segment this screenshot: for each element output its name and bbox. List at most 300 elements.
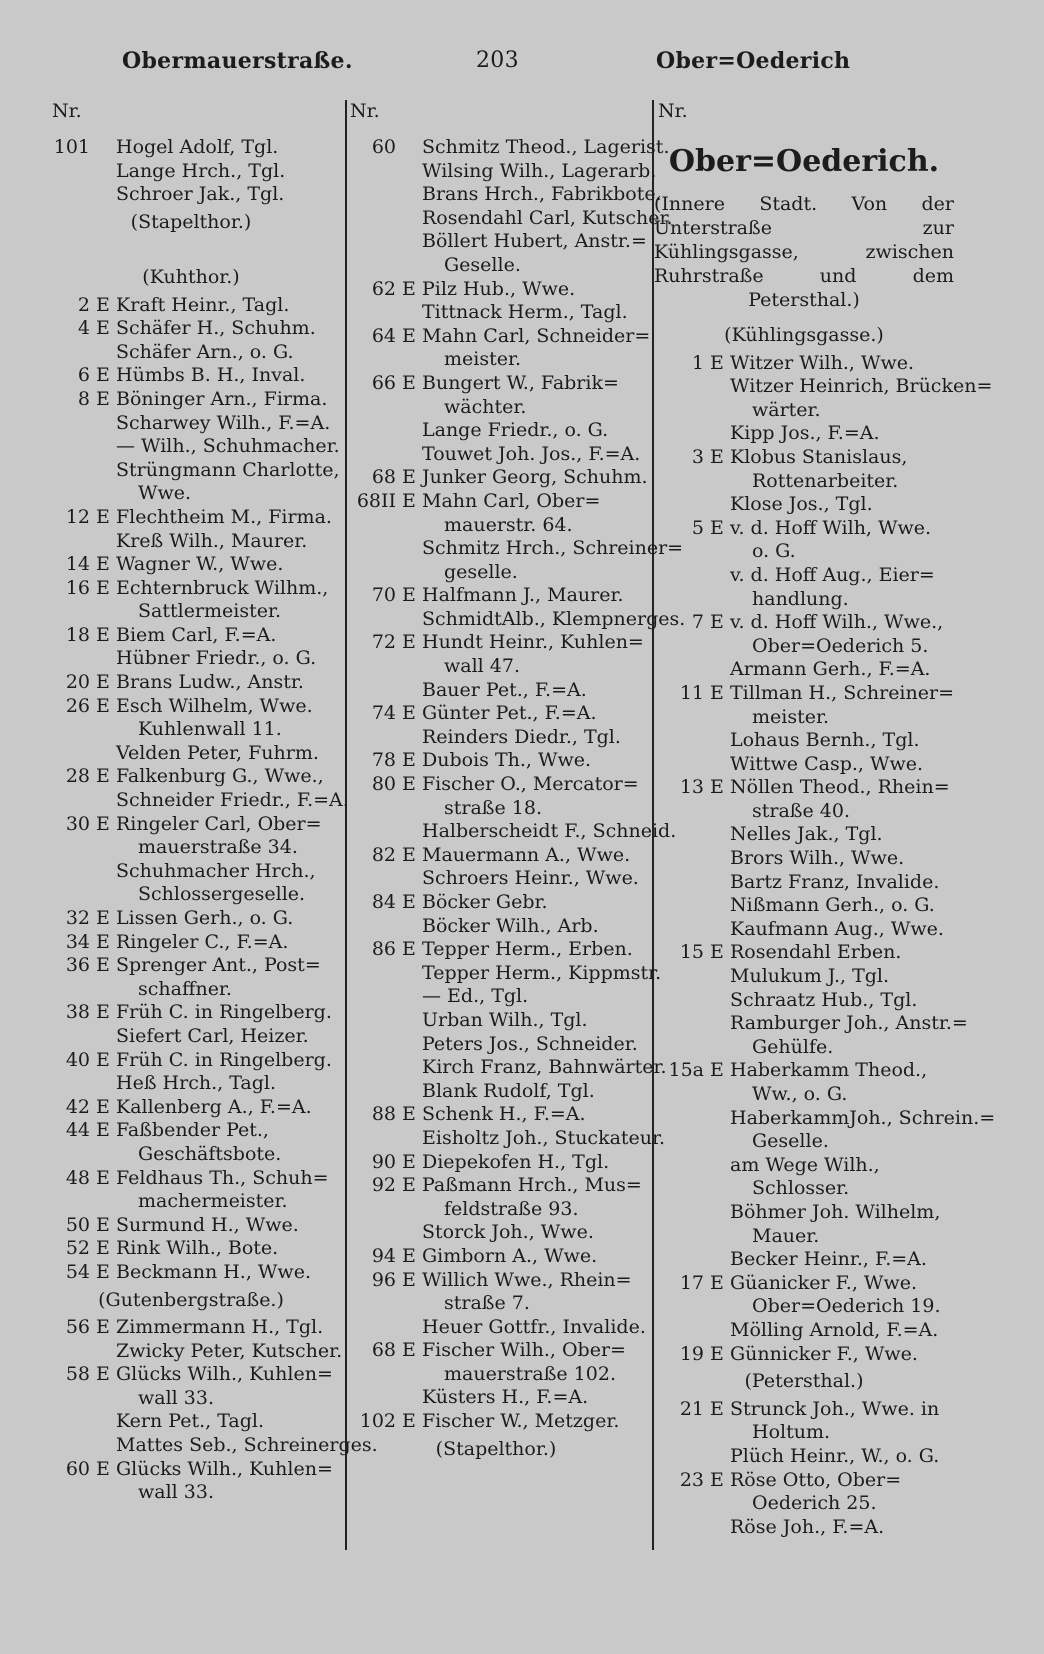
owner-mark: E [96, 623, 110, 646]
continuation-text: Wwe. [138, 482, 192, 505]
owner-mark: E [402, 891, 416, 913]
section-heading: (Kühlingsgasse.) [724, 324, 884, 346]
directory-entry [40, 1214, 342, 1238]
house-number: 102 [359, 1410, 396, 1433]
directory-entry [654, 470, 954, 494]
directory-entry [40, 435, 342, 459]
owner-mark: E [402, 466, 416, 489]
directory-entry [40, 742, 342, 766]
directory-entry [654, 800, 954, 824]
resident-text: Brans Hrch., Fabrikbote. [422, 183, 662, 206]
continuation-text: wärter. [752, 398, 821, 421]
directory-entry [654, 682, 954, 706]
directory-entry [346, 561, 646, 585]
resident-text: Heuer Gottfr., Invalide. [422, 1315, 646, 1338]
directory-entry [40, 1049, 342, 1073]
house-number: 74 [371, 702, 396, 725]
resident-text: Bungert W., Fabrik= [422, 371, 619, 394]
directory-entry [346, 631, 646, 655]
owner-mark: E [96, 1048, 110, 1071]
resident-text: Lange Friedr., o. G. [422, 419, 609, 442]
resident-text: Früh C. in Ringelberg. [116, 1048, 332, 1071]
directory-entry [654, 1106, 996, 1131]
house-number: 68 [371, 1339, 396, 1362]
owner-mark: E [402, 1268, 416, 1291]
continuation-text: meister. [444, 348, 522, 371]
resident-text: Schroer Jak., Tgl. [116, 183, 285, 206]
owner-mark: E [96, 765, 110, 788]
owner-mark: E [710, 1397, 724, 1420]
resident-text: Mulukum J., Tgl. [730, 965, 890, 988]
house-number: 36 [65, 954, 90, 977]
resident-text: — Ed., Tgl. [422, 985, 529, 1008]
directory-entry [40, 388, 342, 412]
directory-entry [40, 1025, 342, 1049]
owner-mark: E [402, 631, 416, 654]
directory-entry [40, 577, 342, 601]
directory-entry [654, 493, 954, 517]
directory-entry [654, 1225, 954, 1249]
directory-entry [40, 671, 342, 695]
resident-text: Tepper Herm., Kippmstr. [422, 961, 662, 984]
resident-text: Dubois Th., Wwe. [422, 749, 592, 772]
resident-text: Paßmann Hrch., Mus= [422, 1174, 642, 1197]
resident-text: Faßbender Pet., [116, 1119, 269, 1142]
owner-mark: E [96, 505, 110, 528]
directory-entry [40, 1096, 342, 1120]
street-title: Ober=Oederich. [668, 144, 940, 179]
directory-entry [654, 611, 954, 635]
house-number: 68II [356, 489, 396, 512]
directory-entry [654, 352, 954, 376]
house-number: 92 [371, 1174, 396, 1197]
directory-entry [40, 482, 342, 506]
resident-text: Haberkamm Theod., [730, 1059, 928, 1082]
continuation-text: Ww., o. G. [752, 1083, 848, 1105]
continuation-text: straße 40. [752, 799, 850, 822]
directory-entry [40, 136, 342, 160]
owner-mark: E [96, 930, 110, 953]
resident-text: Lange Hrch., Tgl. [116, 159, 286, 182]
directory-entry [40, 1167, 342, 1191]
street-description: (Innere Stadt. Von der Unterstraße zur Kühlingsgasse, zwischen Ruhrstraße und dem Petersthal.) [654, 193, 954, 311]
page-number: 203 [476, 48, 519, 73]
directory-entry [346, 230, 646, 254]
house-number: 1 [691, 351, 704, 374]
directory-entry [346, 1198, 646, 1222]
resident-text: Glücks Wilh., Kuhlen= [116, 1457, 333, 1480]
directory-entry [346, 183, 662, 207]
continuation-text: wächter. [444, 395, 527, 418]
resident-text: Hogel Adolf, Tgl. [116, 136, 279, 158]
resident-text: Böhmer Joh. Wilhelm, [730, 1200, 941, 1223]
owner-mark: E [710, 351, 724, 374]
owner-mark: E [710, 1059, 724, 1082]
resident-text: Fischer O., Mercator= [422, 773, 639, 796]
resident-text: Wilsing Wilh., Lagerarb. [422, 159, 657, 182]
resident-text: Schmitz Hrch., Schreiner= [422, 537, 684, 560]
resident-text: — Wilh., Schuhmacher. [116, 435, 340, 458]
directory-entry [654, 1154, 954, 1178]
directory-entry [654, 1059, 954, 1083]
directory-entry [346, 1339, 646, 1363]
owner-mark: E [96, 364, 110, 387]
resident-text: Wittwe Casp., Wwe. [730, 752, 924, 775]
resident-text: Surmund H., Wwe. [116, 1213, 299, 1236]
continuation-text: Geschäftsbote. [138, 1142, 282, 1165]
owner-mark: E [402, 843, 416, 866]
directory-entry [40, 160, 342, 184]
house-number: 84 [371, 891, 396, 913]
house-number: 12 [65, 505, 90, 528]
directory-entry [654, 918, 954, 942]
owner-mark: E [710, 941, 724, 964]
resident-text: Fischer Wilh., Ober= [422, 1339, 626, 1362]
directory-entry [654, 1177, 954, 1201]
directory-entry [654, 1036, 954, 1060]
continuation-text: geselle. [444, 560, 518, 583]
owner-mark: E [710, 1468, 724, 1491]
resident-text: Bartz Franz, Invalide. [730, 870, 940, 893]
resident-text: Schraatz Hub., Tgl. [730, 988, 918, 1011]
house-number: 60 [371, 136, 396, 158]
house-number: 62 [371, 277, 396, 300]
directory-entry [346, 844, 646, 868]
resident-text: Gimborn A., Wwe. [422, 1244, 598, 1267]
resident-text: Nißmann Gerh., o. G. [730, 894, 935, 917]
resident-text: Siefert Carl, Heizer. [116, 1024, 309, 1047]
resident-text: Tillman H., Schreiner= [730, 681, 954, 704]
directory-entry [346, 278, 646, 302]
directory-entry [346, 372, 646, 396]
continuation-text: straße 7. [444, 1292, 530, 1315]
resident-text: Kern Pet., Tagl. [116, 1410, 265, 1433]
resident-text: v. d. Hoff Aug., Eier= [730, 563, 935, 586]
directory-entry [346, 1316, 646, 1340]
owner-mark: E [96, 553, 110, 576]
continuation-text: Sattlermeister. [138, 600, 282, 623]
directory-entry [346, 584, 646, 608]
house-number: 19 [679, 1342, 704, 1365]
blank-line [40, 238, 342, 262]
directory-entry [346, 797, 646, 821]
house-number: 6 [77, 364, 90, 387]
continuation-text: Geselle. [752, 1130, 829, 1153]
resident-text: Scharwey Wilh., F.=A. [116, 411, 331, 434]
owner-mark: E [402, 938, 416, 961]
directory-entry [40, 459, 342, 483]
directory-entry [654, 753, 954, 777]
resident-text: Storck Joh., Wwe. [422, 1221, 594, 1244]
directory-entry [346, 324, 651, 349]
resident-text: Eisholtz Joh., Stuckateur. [422, 1126, 666, 1149]
section-heading: (Stapelthor.) [130, 210, 252, 233]
owner-mark: E [96, 1363, 110, 1386]
directory-entry [654, 941, 954, 965]
directory-entry [346, 443, 646, 467]
directory-entry [654, 1295, 954, 1319]
directory-entry [40, 1237, 342, 1261]
continuation-text: handlung. [752, 587, 849, 610]
resident-text: Mattes Seb., Schreinerges. [116, 1434, 378, 1457]
directory-entry [654, 1469, 954, 1493]
owner-mark: E [96, 1001, 110, 1024]
directory-entry [346, 1410, 646, 1434]
resident-text: Mölling Arnold, F.=A. [730, 1318, 939, 1341]
resident-text: Witzer Heinrich, Brücken= [730, 375, 993, 398]
directory-entry [346, 1386, 646, 1410]
resident-text: Heß Hrch., Tagl. [116, 1072, 276, 1095]
directory-entry [346, 726, 646, 750]
house-number: 28 [65, 765, 90, 788]
owner-mark: E [96, 293, 110, 316]
running-head-left: Obermauerstraße. [122, 48, 353, 74]
house-number: 3 [691, 445, 704, 468]
resident-text: Touwet Joh. Jos., F.=A. [422, 442, 641, 465]
house-number: 60 [65, 1457, 90, 1480]
house-number: 101 [53, 136, 90, 158]
house-number: 58 [65, 1363, 90, 1386]
continuation-text: Gehülfe. [752, 1035, 834, 1058]
owner-mark: E [710, 681, 724, 704]
house-number: 50 [65, 1213, 90, 1236]
resident-text: Schneider Friedr., F.=A. [116, 789, 349, 812]
resident-text: Rosendahl Carl, Kutscher. [422, 206, 673, 229]
directory-entry [654, 375, 993, 399]
owner-mark: E [710, 1342, 724, 1365]
owner-mark: E [402, 371, 416, 394]
directory-entry [654, 517, 954, 541]
directory-entry [346, 607, 686, 632]
nr-label-col1: Nr. [52, 100, 82, 122]
directory-entry [40, 1340, 342, 1364]
house-number: 2 [77, 293, 90, 316]
directory-entry [654, 871, 954, 895]
house-number: 94 [371, 1244, 396, 1267]
house-number: 23 [679, 1468, 704, 1491]
directory-entry [654, 658, 954, 682]
resident-text: Schäfer Arn., o. G. [116, 340, 294, 363]
directory-entry [654, 1201, 954, 1225]
resident-text: Ringeler Carl, Ober= [116, 812, 322, 835]
directory-entry [40, 1458, 342, 1482]
resident-text: Günnicker F., Wwe. [730, 1342, 918, 1365]
resident-text: Brors Wilh., Wwe. [730, 847, 905, 870]
resident-text: Rosendahl Erben. [730, 941, 902, 964]
resident-text: Kirch Franz, Bahnwärter. [422, 1056, 667, 1079]
resident-text: Hümbs B. H., Inval. [116, 364, 306, 387]
directory-entry [40, 1410, 342, 1434]
house-number: 48 [65, 1166, 90, 1189]
continuation-text: Ober=Oederich 5. [752, 634, 929, 657]
resident-text: Willich Wwe., Rhein= [422, 1268, 632, 1291]
directory-entry [40, 695, 342, 719]
directory-entry [654, 1492, 954, 1516]
directory-entry [346, 820, 677, 844]
directory-entry [40, 1387, 342, 1411]
directory-entry [40, 765, 342, 789]
resident-text: Strüngmann Charlotte, [116, 458, 340, 481]
owner-mark: E [96, 1316, 110, 1339]
resident-text: Echternbruck Wilhm., [116, 576, 329, 599]
owner-mark: E [96, 1213, 110, 1236]
house-number: 52 [65, 1237, 90, 1260]
owner-mark: E [96, 387, 110, 410]
resident-text: Zwicky Peter, Kutscher. [116, 1339, 343, 1362]
house-number: 17 [679, 1271, 704, 1294]
directory-entry [40, 860, 342, 884]
owner-mark: E [96, 694, 110, 717]
house-number: 54 [65, 1260, 90, 1283]
resident-text: Flechtheim M., Firma. [116, 505, 332, 528]
owner-mark: E [710, 516, 724, 539]
directory-entry [40, 954, 342, 978]
resident-text: Beckmann H., Wwe. [116, 1260, 311, 1283]
owner-mark: E [96, 317, 110, 340]
resident-text: Günter Pet., F.=A. [422, 702, 597, 725]
directory-entry [654, 1445, 954, 1469]
resident-text: Früh C. in Ringelberg. [116, 1001, 332, 1024]
directory-entry [654, 1516, 954, 1540]
continuation-text: meister. [752, 705, 830, 728]
resident-text: Böllert Hubert, Anstr.= [422, 230, 647, 253]
house-number: 66 [371, 371, 396, 394]
running-head-right: Ober=Oederich [656, 48, 851, 74]
directory-entry [654, 776, 954, 800]
directory-entry [346, 1009, 646, 1033]
resident-text: Junker Georg, Schuhm. [422, 466, 648, 489]
directory-entry [40, 1072, 342, 1096]
directory-entry [654, 847, 954, 871]
resident-text: Röse Joh., F.=A. [730, 1515, 885, 1538]
house-number: 26 [65, 694, 90, 717]
continuation-text: wall 33. [138, 1481, 214, 1504]
continuation-text: Rottenarbeiter. [752, 469, 899, 492]
directory-entry [40, 1119, 342, 1143]
continuation-text: Geselle. [444, 253, 521, 276]
directory-entry [654, 399, 954, 423]
directory-entry [40, 1363, 342, 1387]
resident-text: HaberkammJoh., Schrein.= [730, 1106, 996, 1129]
continuation-text: Schlosser. [752, 1177, 850, 1200]
owner-mark: E [402, 702, 416, 725]
owner-mark: E [96, 907, 110, 929]
resident-text: Witzer Wilh., Wwe. [730, 351, 915, 374]
house-number: 15a [668, 1059, 704, 1082]
directory-entry [346, 466, 646, 490]
directory-entry [654, 823, 954, 847]
section-heading: (Stapelthor.) [435, 1437, 557, 1460]
directory-entry [40, 294, 342, 318]
resident-text: Küsters H., F.=A. [422, 1386, 589, 1409]
directory-entry [40, 506, 342, 530]
section-heading: (Petersthal.) [744, 1370, 864, 1393]
directory-entry [654, 446, 954, 470]
continuation-text: mauerstraße 34. [138, 836, 298, 859]
owner-mark: E [402, 1339, 416, 1362]
continuation-text: mauerstraße 102. [444, 1362, 616, 1385]
directory-entry [346, 1363, 646, 1387]
continuation-text: Oederich 25. [752, 1492, 877, 1515]
continuation-text: straße 18. [444, 796, 542, 819]
resident-text: Nöllen Theod., Rhein= [730, 776, 950, 799]
resident-text: Brans Ludw., Anstr. [116, 671, 304, 694]
directory-entry [346, 867, 646, 891]
directory-entry [346, 206, 673, 231]
house-number: 7 [691, 611, 704, 634]
house-number: 80 [371, 773, 396, 796]
directory-entry [346, 396, 646, 420]
resident-text: Böcker Gebr. [422, 891, 548, 913]
resident-text: SchmidtAlb., Klempnerges. [422, 607, 686, 630]
directory-entry [40, 600, 342, 624]
resident-text: Schäfer H., Schuhm. [116, 317, 316, 340]
house-number: 21 [679, 1397, 704, 1420]
house-number: 68 [371, 466, 396, 489]
resident-text: Bauer Pet., F.=A. [422, 678, 587, 701]
resident-text: Güanicker F., Wwe. [730, 1271, 917, 1294]
directory-entry [654, 1083, 954, 1107]
resident-text: Wagner W., Wwe. [116, 553, 284, 576]
house-number: 14 [65, 553, 90, 576]
resident-text: Mahn Carl, Schneider= [422, 324, 651, 347]
resident-text: Reinders Diedr., Tgl. [422, 725, 621, 748]
directory-entry [654, 422, 954, 446]
nr-label-col3: Nr. [658, 100, 688, 122]
directory-entry [346, 891, 646, 915]
house-number: 70 [371, 584, 396, 607]
continuation-text: mauerstr. 64. [444, 513, 573, 536]
resident-text: Rink Wilh., Bote. [116, 1237, 279, 1260]
owner-mark: E [96, 1095, 110, 1118]
directory-entry [40, 317, 342, 341]
column-3 [654, 136, 996, 1539]
house-number: 11 [679, 681, 704, 704]
directory-entry [346, 1221, 646, 1245]
owner-mark: E [402, 277, 416, 300]
directory-entry [40, 1001, 342, 1025]
directory-entry [654, 729, 954, 753]
continuation-text: Holtum. [752, 1421, 831, 1444]
directory-entry [346, 514, 646, 538]
directory-entry [40, 412, 342, 436]
resident-text: Schmitz Theod., Lagerist. [422, 136, 670, 158]
directory-entry [40, 931, 342, 955]
resident-text: Röse Otto, Ober= [730, 1468, 902, 1491]
owner-mark: E [96, 671, 110, 694]
directory-entry [654, 1248, 954, 1272]
directory-entry [346, 348, 646, 372]
directory-entry [654, 1398, 954, 1422]
owner-mark: E [402, 1410, 416, 1433]
resident-text: Feldhaus Th., Schuh= [116, 1166, 329, 1189]
owner-mark: E [402, 584, 416, 607]
directory-entry [346, 702, 646, 726]
directory-entry [346, 490, 646, 514]
resident-text: Böcker Wilh., Arb. [422, 914, 599, 937]
house-number: 72 [371, 631, 396, 654]
resident-text: Hübner Friedr., o. G. [116, 647, 317, 670]
resident-text: Falkenburg G., Wwe., [116, 765, 324, 788]
directory-entry [346, 655, 646, 679]
column-3-entries [654, 320, 996, 1539]
house-number: 64 [371, 324, 396, 347]
house-number: 18 [65, 623, 90, 646]
house-number: 40 [65, 1048, 90, 1071]
house-number: 42 [65, 1095, 90, 1118]
directory-entry [346, 1103, 646, 1127]
directory-entry [346, 749, 646, 773]
